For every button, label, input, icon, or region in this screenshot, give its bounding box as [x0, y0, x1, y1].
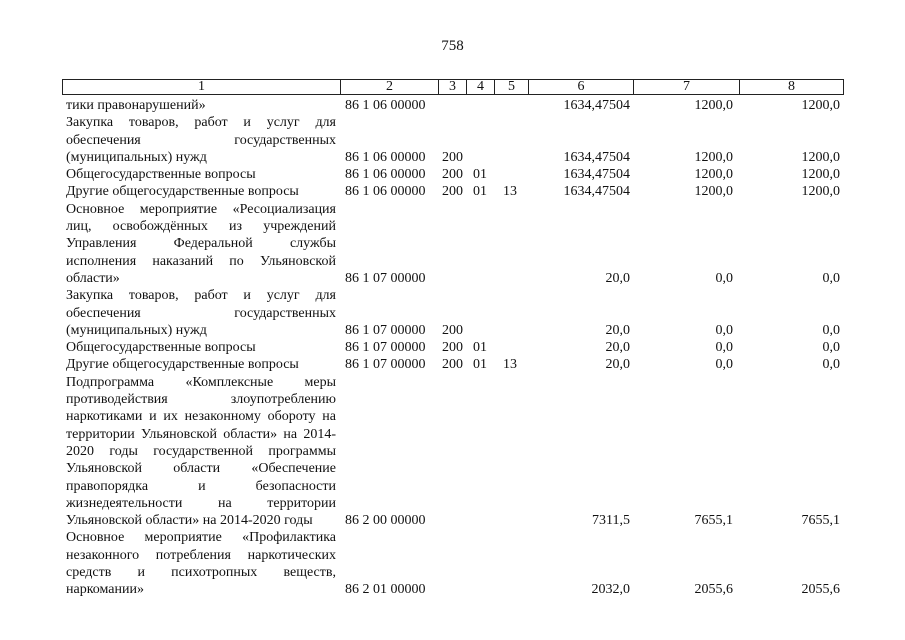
row-code: 86 2 01 00000	[345, 582, 426, 598]
row-vr: 200	[442, 340, 463, 356]
table-row	[0, 339, 905, 356]
table-header	[62, 79, 844, 95]
table-row	[0, 97, 905, 114]
row-code: 86 1 07 00000	[345, 357, 426, 373]
table-row	[0, 529, 905, 598]
row-value-8: 0,0	[822, 340, 840, 356]
row-code: 86 1 06 00000	[345, 149, 426, 165]
row-value-6: 1634,47504	[563, 167, 630, 183]
row-value-7: 0,0	[715, 357, 733, 373]
row-code: 86 1 06 00000	[345, 167, 426, 183]
header-col-1: 1	[63, 80, 341, 94]
row-rz: 01	[473, 167, 487, 183]
table-row	[0, 114, 905, 166]
row-value-8: 0,0	[822, 322, 840, 338]
header-col-6: 6	[529, 80, 634, 94]
row-vr: 200	[442, 149, 463, 165]
row-value-7: 1200,0	[694, 149, 733, 165]
row-value-6: 20,0	[605, 322, 630, 338]
row-value-8: 1200,0	[801, 184, 840, 200]
row-name: Другие общегосударственные вопросы	[66, 357, 299, 373]
table-body	[0, 97, 905, 599]
row-code: 86 1 06 00000	[345, 98, 426, 113]
header-col-3: 3	[439, 80, 467, 94]
row-value-6: 7311,5	[592, 513, 630, 529]
row-value-7: 7655,1	[694, 513, 733, 529]
row-code: 86 1 07 00000	[345, 340, 426, 356]
row-vr: 200	[442, 184, 463, 200]
table-row	[0, 201, 905, 287]
row-value-8: 1200,0	[801, 167, 840, 183]
table-row	[0, 287, 905, 339]
table-row	[0, 183, 905, 200]
row-vr: 200	[442, 322, 463, 338]
row-pr: 13	[503, 357, 517, 373]
row-value-7: 1200,0	[694, 167, 733, 183]
row-name: Основное мероприятие «Профилактика незаконного потребления наркотических средств и психотропных веществ, наркомании»	[66, 530, 336, 598]
table-row	[0, 356, 905, 373]
row-name: Подпрограмма «Комплексные меры противодействия злоупотреблению наркотиками и их незаконному обороту на территории Ульяновской области» на 2014-2020 годы государственной программы Ульяновской области «Обеспечение правопорядка и безопасности жизнедеятельности на территории Ульяновской области» на 2014-2020 годы	[66, 374, 336, 529]
row-name: Основное мероприятие «Ресоциализация лиц, освобождённых из учреждений Управления Федеральной службы исполнения наказаний по Ульяновской области»	[66, 201, 336, 286]
row-value-8: 1200,0	[801, 149, 840, 165]
row-name: тики правонарушений»	[66, 98, 206, 113]
row-value-8: 0,0	[822, 357, 840, 373]
row-value-7: 0,0	[715, 270, 733, 286]
row-vr: 200	[442, 357, 463, 373]
row-value-6: 1634,47504	[563, 98, 630, 113]
header-col-4: 4	[467, 80, 495, 94]
row-code: 86 1 07 00000	[345, 322, 426, 338]
row-code: 86 1 07 00000	[345, 270, 426, 286]
row-value-6: 2032,0	[591, 582, 630, 598]
row-value-8: 2055,6	[801, 582, 840, 598]
row-value-6: 1634,47504	[563, 149, 630, 165]
row-value-6: 20,0	[605, 270, 630, 286]
row-name: Общегосударственные вопросы	[66, 340, 256, 356]
row-value-7: 0,0	[715, 340, 733, 356]
header-col-7: 7	[634, 80, 740, 94]
row-value-8: 0,0	[822, 270, 840, 286]
row-value-6: 20,0	[605, 340, 630, 356]
row-name: Закупка товаров, работ и услуг для обеспечения государственных (муниципальных) нужд	[66, 115, 336, 165]
row-value-7: 0,0	[715, 322, 733, 338]
table-row	[0, 374, 905, 530]
row-vr: 200	[442, 167, 463, 183]
row-name: Закупка товаров, работ и услуг для обеспечения государственных (муниципальных) нужд	[66, 288, 336, 338]
row-value-6: 20,0	[605, 357, 630, 373]
row-rz: 01	[473, 357, 487, 373]
row-value-6: 1634,47504	[563, 184, 630, 200]
row-rz: 01	[473, 340, 487, 356]
row-rz: 01	[473, 184, 487, 200]
row-name: Общегосударственные вопросы	[66, 167, 256, 183]
row-pr: 13	[503, 184, 517, 200]
row-value-7: 1200,0	[694, 184, 733, 200]
row-value-8: 7655,1	[801, 513, 840, 529]
header-col-8: 8	[788, 79, 795, 94]
row-code: 86 2 00 00000	[345, 513, 426, 529]
row-name: Другие общегосударственные вопросы	[66, 184, 299, 200]
header-col-2: 2	[341, 80, 439, 94]
page-number: 758	[441, 38, 464, 54]
row-code: 86 1 06 00000	[345, 184, 426, 200]
row-value-8: 1200,0	[801, 98, 840, 113]
row-value-7: 1200,0	[694, 98, 733, 113]
table-row	[0, 166, 905, 183]
row-value-7: 2055,6	[694, 582, 733, 598]
header-col-5: 5	[495, 80, 529, 94]
